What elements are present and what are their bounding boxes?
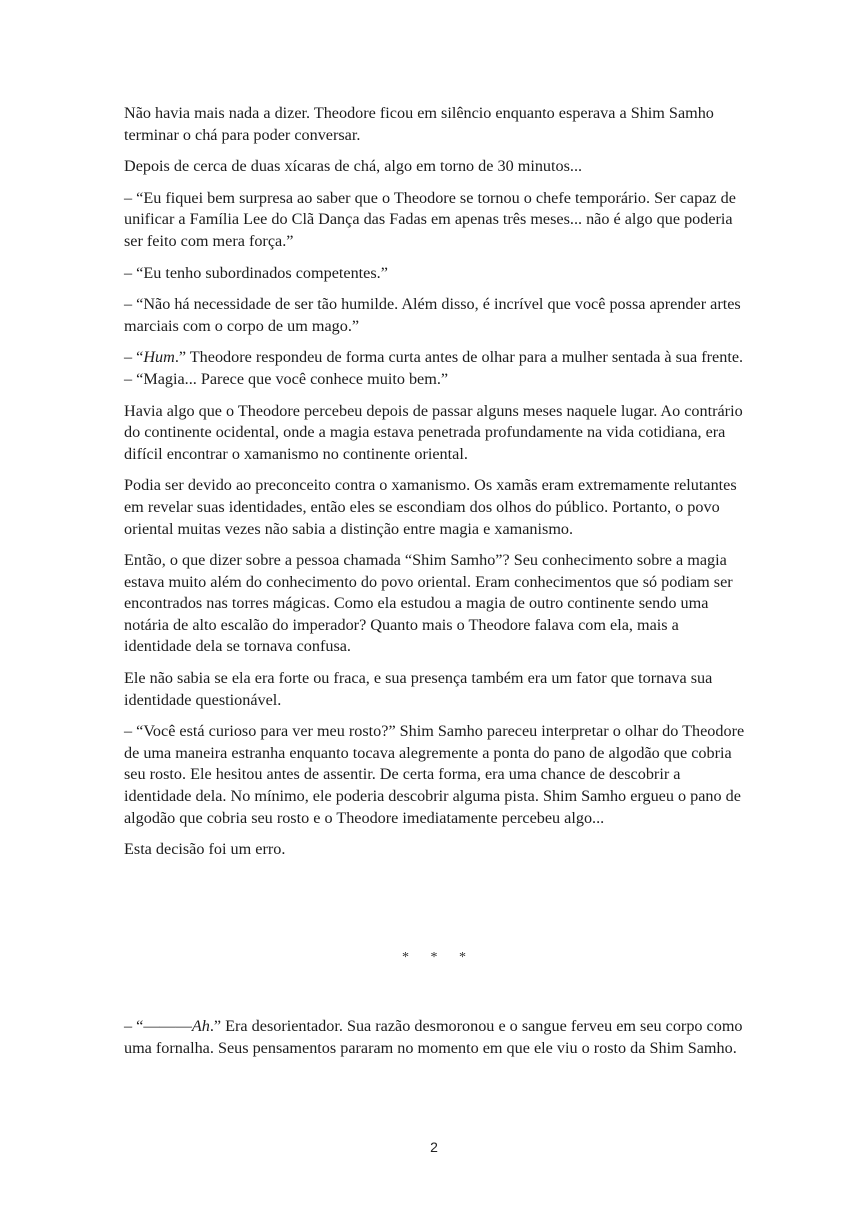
paragraph-5: – “Não há necessidade de ser tão humilde. Além disso, é incrível que você possa aprender artes marciais com o corpo de um mago.” <box>124 295 741 335</box>
scene-break: * * * <box>402 950 466 965</box>
paragraph-3: – “Eu fiquei bem surpresa ao saber que o Theodore se tornou o chefe temporário. Ser capaz de unificar a Família Lee do Clã Dança das Fadas em apenas três meses... não é algo que poderia ser feito com mera força.” <box>124 188 736 250</box>
paragraph-9: Então, o que dizer sobre a pessoa chamada “Shim Samho”? Seu conhecimento sobre a magia estava muito além do conhecimento do povo oriental. Eram conhecimentos que só podiam ser encontrados nas torres mágicas. Como ela estudou a magia de outro continente sendo uma notária de alto escalão do imperador? Quanto mais o Theodore falava com ela, mais a identidade dela se tornava confusa. <box>124 551 733 656</box>
paragraph-final <box>124 1016 746 1059</box>
paragraph-4: – “Eu tenho subordinados competentes.” <box>124 263 388 282</box>
paragraph-8: Podia ser devido ao preconceito contra o xamanismo. Os xamãs eram extremamente relutantes em revelar suas identidades, então eles se escondiam dos olhos do público. Portanto, o povo oriental muitas vezes não sabia a distinção entre magia e xamanismo. <box>124 476 737 538</box>
paragraph-7: Havia algo que o Theodore percebeu depois de passar alguns meses naquele lugar. Ao contrário do continente ocidental, onde a magia estava penetrada profundamente na vida cotidiana, era difícil encontrar o xamanismo no continente oriental. <box>124 401 743 463</box>
final-suffix: .” Era desorientador. Sua razão desmoronou e o sangue ferveu em seu corpo como uma fornalha. Seus pensamentos pararam no momento em que ele viu o rosto da Shim Samho. <box>124 1017 743 1057</box>
paragraph-11: – “Você está curioso para ver meu rosto?” Shim Samho pareceu interpretar o olhar do Theodore de uma maneira estranha enquanto tocava alegremente a ponta do pano de algodão que cobria seu rosto. Ele hesitou antes de assentir. De certa forma, era uma chance de descobrir a identidade dela. No mínimo, ele poderia descobrir alguma pista. Shim Samho ergueu o pano de algodão que cobria seu rosto e o Theodore imediatamente percebeu algo... <box>124 722 745 827</box>
paragraph-10: Ele não sabia se ela era forte ou fraca, e sua presença também era um fator que tornava sua identidade questionável. <box>124 669 713 709</box>
paragraph-6-hum <box>124 347 746 390</box>
hum-prefix: – “ <box>124 348 144 367</box>
document-body <box>124 103 746 871</box>
paragraph-1: Não havia mais nada a dizer. Theodore ficou em silêncio enquanto esperava a Shim Samho terminar o chá para poder conversar. <box>124 104 714 144</box>
hum-suffix: .” Theodore respondeu de forma curta antes de olhar para a mulher sentada à sua frente. – “Magia... Parece que você conhece muito bem.” <box>124 348 744 388</box>
paragraph-2: Depois de cerca de duas xícaras de chá, algo em torno de 30 minutos... <box>124 157 583 176</box>
final-prefix: – “——— <box>124 1017 192 1035</box>
final-section <box>124 1016 746 1069</box>
final-italic: Ah <box>191 1017 210 1035</box>
page-number: 2 <box>430 1139 438 1155</box>
hum-italic: Hum <box>143 348 175 367</box>
paragraph-12: Esta decisão foi um erro. <box>124 840 286 859</box>
